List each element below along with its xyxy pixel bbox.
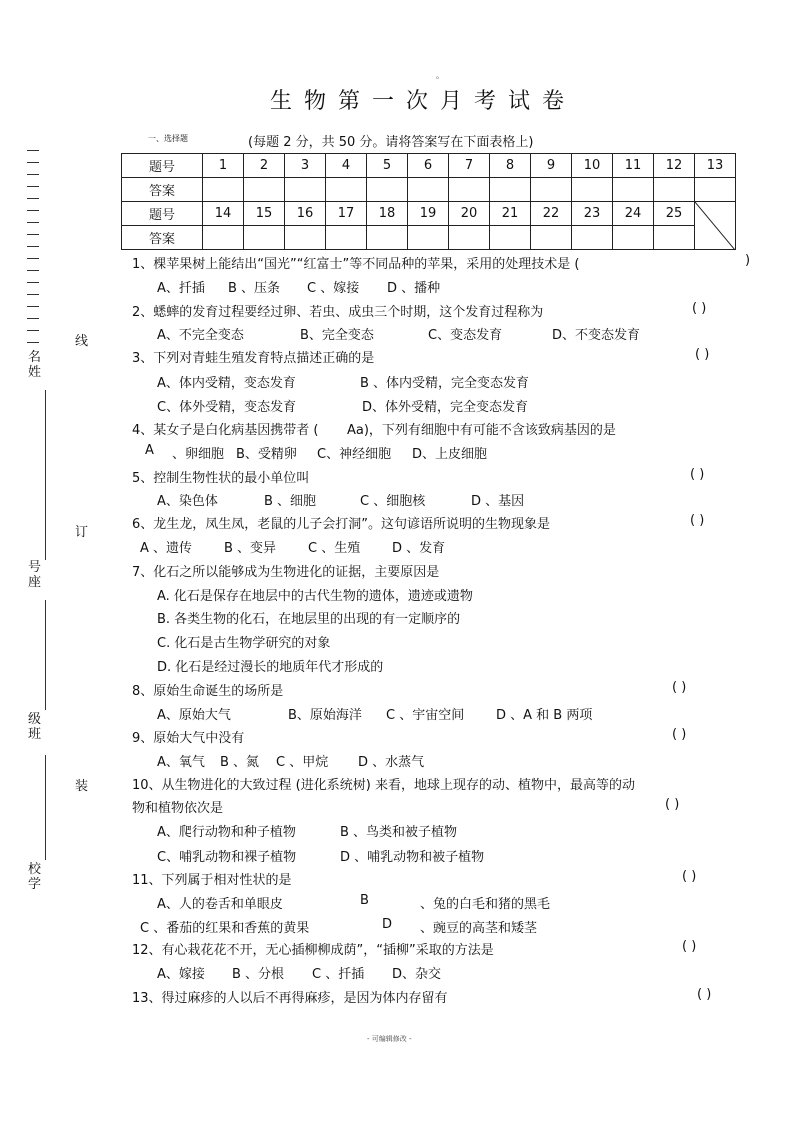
option: D. 化石是经过漫长的地质年代才形成的 — [157, 660, 384, 675]
option: A、扦插 — [157, 281, 205, 296]
answer-cell[interactable] — [367, 226, 408, 250]
option: A、嫁接 — [157, 967, 205, 982]
answer-paren: ( ) — [690, 513, 705, 528]
option: C 、番茄的红果和香蕉的黄果 — [140, 921, 310, 936]
bind-dash — [27, 282, 39, 283]
num-cell: 25 — [654, 202, 695, 226]
seat-label: 号座 — [28, 560, 42, 590]
answer-cell[interactable] — [203, 226, 244, 250]
option: B 、分根 — [232, 967, 285, 982]
option: C 、宇宙空间 — [386, 708, 465, 723]
answer-cell[interactable] — [531, 226, 572, 250]
answer-cell[interactable] — [613, 178, 654, 202]
bind-dash — [27, 306, 39, 307]
num-cell: 13 — [695, 154, 736, 178]
option: D 、水蒸气 — [358, 755, 425, 770]
option: 、卵细胞 — [172, 447, 225, 462]
question-12: 12、有心栽花花不开，无心插柳柳成荫”，“插柳”采取的方法是 — [132, 943, 494, 958]
bind-word: 装 — [75, 779, 89, 794]
answer-paren: ( ) — [682, 869, 697, 884]
bind-dash — [27, 246, 39, 247]
num-cell: 15 — [244, 202, 285, 226]
num-cell: 9 — [531, 154, 572, 178]
answer-cell[interactable] — [244, 178, 285, 202]
bind-dash — [27, 234, 39, 235]
answer-cell[interactable] — [613, 226, 654, 250]
binding-line — [45, 600, 46, 710]
option: D 、播种 — [387, 281, 441, 296]
school-label: 校学 — [28, 862, 42, 892]
num-cell: 18 — [367, 202, 408, 226]
option: C. 化石是古生物学研究的对象 — [157, 636, 331, 651]
answer-cell[interactable] — [408, 178, 449, 202]
bind-dash — [27, 210, 39, 211]
option: A、不完全变态 — [157, 328, 244, 343]
bind-dash — [27, 150, 39, 151]
bind-dash — [27, 318, 39, 319]
num-cell: 11 — [613, 154, 654, 178]
num-cell: 22 — [531, 202, 572, 226]
header-dot: 。 — [436, 71, 444, 80]
option: B 、压条 — [228, 281, 281, 296]
answer-paren: ( ) — [697, 987, 712, 1002]
option: 、豌豆的高茎和矮茎 — [420, 921, 538, 936]
option: 、兔的白毛和猪的黑毛 — [420, 897, 551, 912]
num-label: 题号 — [122, 202, 203, 226]
answer-paren: ( ) — [672, 680, 687, 695]
question-4: 4、某女子是白化病基因携带者 ( — [132, 423, 319, 438]
answer-cell[interactable] — [244, 226, 285, 250]
answer-paren: ( ) — [682, 939, 697, 954]
option: B 、体内受精，完全变态发育 — [360, 376, 530, 391]
option: A、人的卷舌和单眼皮 — [157, 897, 283, 912]
name-label: 名姓 — [28, 350, 42, 380]
number-row-1 — [122, 154, 736, 178]
option: C 、嫁接 — [307, 281, 360, 296]
question-1: 1、棵苹果树上能结出“国光”“红富士”等不同品种的苹果，采用的处理技术是 ( — [132, 257, 580, 272]
answer-row-1 — [122, 178, 736, 202]
bind-dash — [27, 186, 39, 187]
option: C、变态发育 — [428, 328, 503, 343]
option: A、原始大气 — [157, 708, 231, 723]
bind-dash — [27, 342, 39, 343]
num-cell: 6 — [408, 154, 449, 178]
answer-cell[interactable] — [326, 226, 367, 250]
num-cell: 24 — [613, 202, 654, 226]
option: A、染色体 — [157, 494, 218, 509]
bind-dash — [27, 270, 39, 271]
answer-cell[interactable] — [449, 178, 490, 202]
answer-cell[interactable] — [367, 178, 408, 202]
option: B 、变异 — [224, 541, 277, 556]
answer-cell[interactable] — [285, 226, 326, 250]
option: A、体内受精，变态发育 — [157, 376, 296, 391]
option: D、上皮细胞 — [412, 447, 488, 462]
class-label: 级班 — [28, 712, 42, 742]
number-row-2 — [122, 202, 736, 226]
bind-dash — [27, 162, 39, 163]
num-cell: 20 — [449, 202, 490, 226]
ans-label: 答案 — [122, 178, 203, 202]
answer-cell[interactable] — [449, 226, 490, 250]
option: A、爬行动物和种子植物 — [157, 825, 296, 840]
answer-cell[interactable] — [285, 178, 326, 202]
option: C 、甲烷 — [276, 755, 329, 770]
option: A. 化石是保存在地层中的古代生物的遗体，遗迹或遗物 — [157, 589, 473, 604]
option: C、体外受精，变态发育 — [157, 400, 297, 415]
answer-cell[interactable] — [572, 226, 613, 250]
num-cell: 8 — [490, 154, 531, 178]
answer-paren: ( ) — [690, 467, 705, 482]
option: C、哺乳动物和裸子植物 — [157, 850, 297, 865]
answer-cell[interactable] — [531, 178, 572, 202]
option: D、体外受精，完全变态发育 — [362, 400, 529, 415]
answer-cell[interactable] — [695, 178, 736, 202]
option: D 、A 和 B 两项 — [496, 708, 593, 723]
answer-table — [121, 153, 736, 250]
option: B 、细胞 — [264, 494, 317, 509]
question-13: 13、得过麻疹的人以后不再得麻疹，是因为体内存留有 — [132, 991, 448, 1006]
ans-label: 答案 — [122, 226, 203, 250]
option: B、完全变态 — [300, 328, 374, 343]
option: B、原始海洋 — [288, 708, 362, 723]
bind-dash — [27, 294, 39, 295]
option: B. 各类生物的化石，在地层里的出现的有一定顺序的 — [157, 612, 461, 627]
staple-word: 订 — [75, 525, 89, 540]
question-10: 10、从生物进化的大致过程 (进化系统树) 来看，地球上现存的动、植物中，最高等的动 — [132, 778, 635, 793]
bind-dash — [27, 174, 39, 175]
num-cell: 7 — [449, 154, 490, 178]
question-2: 2、蟋蟀的发育过程要经过卵、若虫、成虫三个时期，这个发育过程称为 — [132, 305, 544, 320]
answer-paren: ( ) — [695, 347, 710, 362]
num-cell: 23 — [572, 202, 613, 226]
option: B、受精卵 — [236, 447, 297, 462]
num-cell: 10 — [572, 154, 613, 178]
question-10-cont: 物和植物依次是 — [132, 801, 224, 816]
option: C 、细胞核 — [360, 494, 426, 509]
binding-line — [45, 390, 46, 560]
question-9: 9、原始大气中没有 — [132, 731, 245, 746]
question-4-gene: Aa)，下列有细胞中有可能不含该致病基因的是 — [347, 423, 616, 438]
option: C 、生殖 — [308, 541, 361, 556]
num-cell: 4 — [326, 154, 367, 178]
section-instruction: (每题 2 分，共 50 分。请将答案写在下面表格上) — [248, 135, 534, 150]
answer-paren: ( ) — [665, 797, 680, 812]
option: C 、扦插 — [312, 967, 365, 982]
num-cell: 12 — [654, 154, 695, 178]
option: D、杂交 — [392, 967, 442, 982]
question-6: 6、龙生龙，凤生凤，老鼠的儿子会打洞”。这句谚语所说明的生物现象是 — [132, 517, 551, 532]
diagonal-line — [695, 202, 735, 250]
option: A — [145, 443, 154, 458]
answer-paren: ( ) — [692, 301, 707, 316]
answer-cell[interactable] — [490, 178, 531, 202]
option: A、氧气 — [157, 755, 205, 770]
option: B — [360, 893, 369, 908]
bind-dash — [27, 330, 39, 331]
num-cell: 5 — [367, 154, 408, 178]
option: D — [382, 917, 393, 932]
num-cell: 17 — [326, 202, 367, 226]
question-8: 8、原始生命诞生的场所是 — [132, 684, 284, 699]
page-footer: - 可编辑修改 - — [367, 1035, 412, 1043]
answer-cell[interactable] — [203, 178, 244, 202]
answer-cell[interactable] — [572, 178, 613, 202]
option: D、不变态发育 — [552, 328, 641, 343]
answer-cell[interactable] — [326, 178, 367, 202]
answer-cell[interactable] — [408, 226, 449, 250]
question-5: 5、控制生物性状的最小单位叫 — [132, 471, 310, 486]
num-cell: 14 — [203, 202, 244, 226]
num-cell: 2 — [244, 154, 285, 178]
binding-line — [45, 755, 46, 860]
num-cell: 19 — [408, 202, 449, 226]
page-title: 生物第一次月考试卷 — [270, 89, 577, 114]
question-7: 7、化石之所以能够成为生物进化的证据，主要原因是 — [132, 565, 440, 580]
section-label: 一、选择题 — [148, 134, 188, 143]
option: C、神经细胞 — [317, 447, 392, 462]
answer-cell[interactable] — [490, 226, 531, 250]
num-cell: 16 — [285, 202, 326, 226]
line-word: 线 — [75, 334, 89, 349]
diagonal-cell — [695, 202, 736, 250]
question-3: 3、下列对青蛙生殖发育特点描述正确的是 — [132, 351, 375, 366]
num-label: 题号 — [122, 154, 203, 178]
option: B 、鸟类和被子植物 — [340, 825, 458, 840]
bind-dash — [27, 198, 39, 199]
num-cell: 1 — [203, 154, 244, 178]
option: D 、哺乳动物和被子植物 — [340, 850, 485, 865]
option: D 、基因 — [471, 494, 525, 509]
num-cell: 3 — [285, 154, 326, 178]
answer-cell[interactable] — [654, 226, 695, 250]
answer-cell[interactable] — [654, 178, 695, 202]
answer-paren-close: ) — [745, 253, 751, 268]
bind-dash — [27, 222, 39, 223]
option: D 、发育 — [392, 541, 446, 556]
bind-dash — [27, 258, 39, 259]
answer-paren: ( ) — [672, 727, 687, 742]
option: B 、氮 — [220, 755, 260, 770]
answer-row-2 — [122, 226, 736, 250]
num-cell: 21 — [490, 202, 531, 226]
option: A 、遗传 — [140, 541, 193, 556]
question-11: 11、下列属于相对性状的是 — [132, 873, 292, 888]
